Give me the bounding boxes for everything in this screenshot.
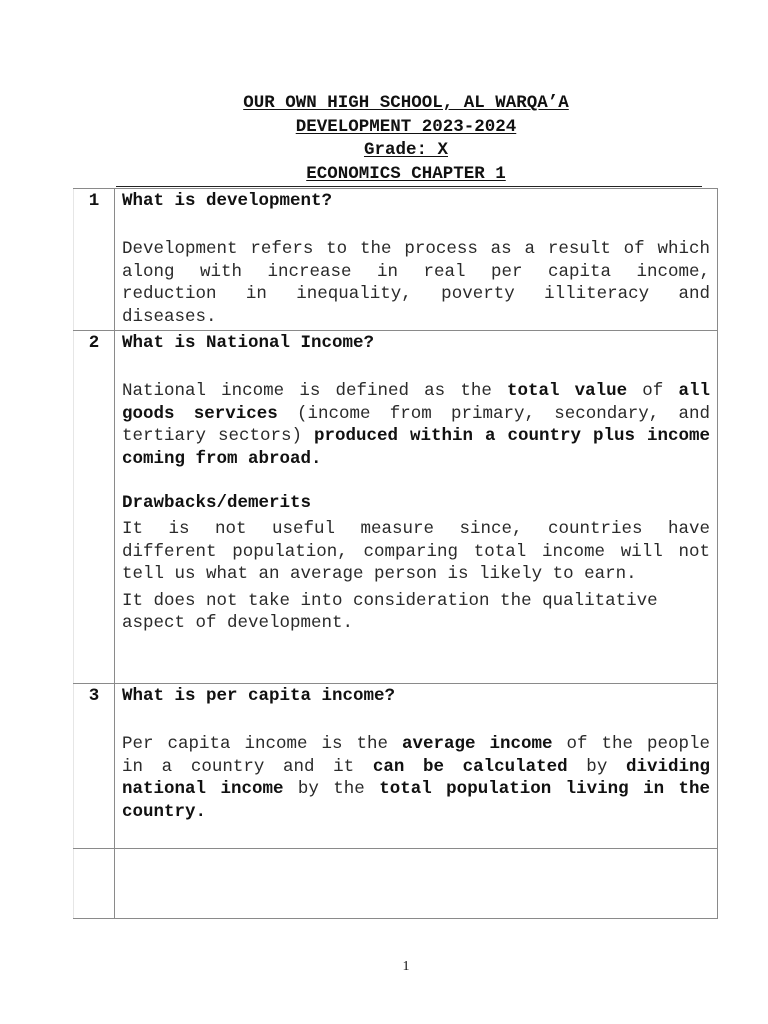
- subject-line: DEVELOPMENT 2023-2024: [295, 116, 517, 137]
- header-rule: [116, 186, 702, 187]
- table-row: [74, 331, 718, 684]
- drawback-item: It is not useful measure since, countries have different population, comparing total income will not tell us what an average person is likely to earn.: [122, 519, 710, 584]
- grade-line: Grade: X: [363, 140, 448, 160]
- school-name: OUR OWN HIGH SCHOOL, AL WARQA’A: [243, 93, 569, 113]
- page-number: 1: [402, 959, 410, 974]
- question-text: What is per capita income?: [122, 686, 396, 706]
- table-row: [74, 849, 718, 919]
- drawback-item: It does not take into consideration the qualitative aspect of development.: [122, 590, 658, 633]
- empty-number-cell: [74, 849, 115, 919]
- table-row: [74, 684, 718, 849]
- question-text: What is National Income?: [122, 333, 375, 353]
- question-cell: [115, 684, 718, 849]
- answer-text: Development refers to the process as a result of which along with increase in real per capita income, reduction in inequality, poverty illiteracy and diseases.: [122, 239, 710, 327]
- question-cell: [115, 331, 718, 684]
- qa-table: [73, 188, 718, 919]
- question-cell: [115, 189, 718, 331]
- question-number: 1: [74, 189, 115, 331]
- answer-text: National income is defined as the total value of all goods services (income from primary, secondary, and tertiary sectors) produced within a country plus income coming from abroad.: [122, 381, 710, 469]
- question-text: What is development?: [122, 191, 333, 211]
- document-header: [0, 92, 768, 186]
- empty-cell: [115, 849, 718, 919]
- drawbacks-heading: Drawbacks/demerits: [122, 493, 312, 513]
- question-number: 3: [74, 684, 115, 849]
- question-number: 2: [74, 331, 115, 684]
- answer-text: Per capita income is the average income of the people in a country and it can be calculated by dividing national income by the total population living in the country.: [122, 734, 710, 822]
- chapter-title: ECONOMICS CHAPTER 1: [306, 163, 506, 184]
- table-row: [74, 189, 718, 331]
